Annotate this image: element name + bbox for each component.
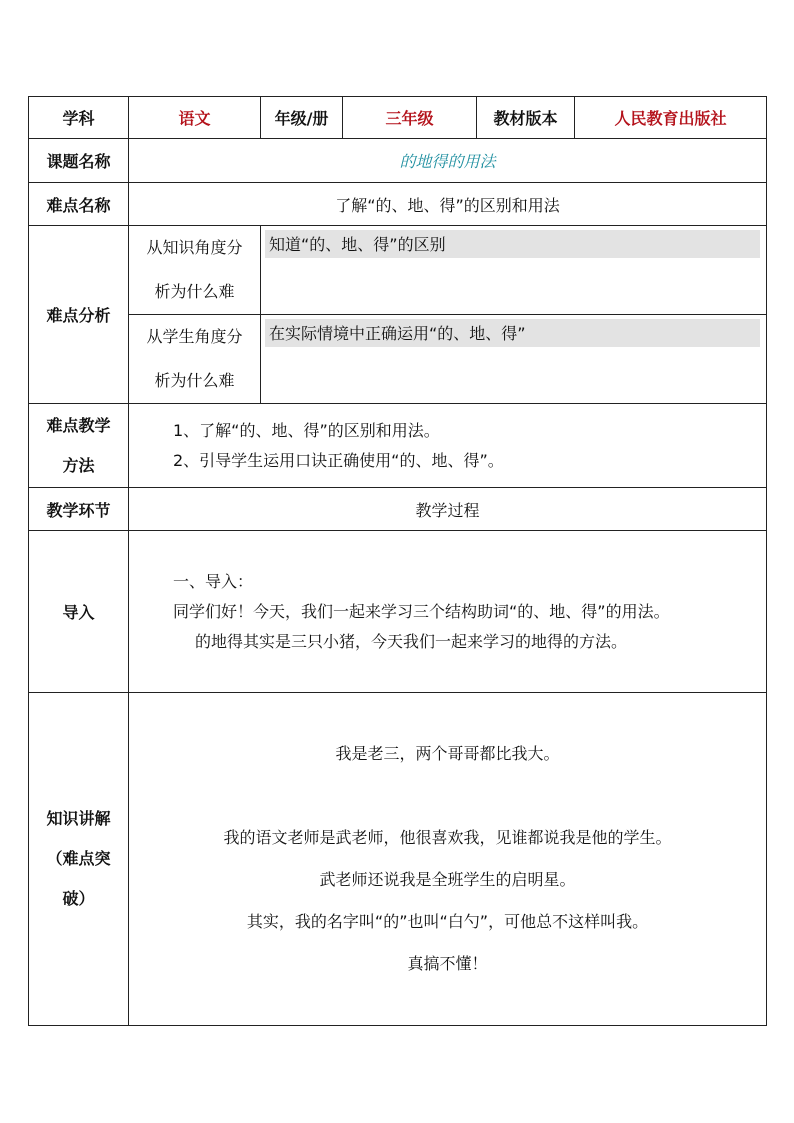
subject-label: 学科 (29, 97, 129, 139)
student-angle-line-2: 析为什么难 (154, 371, 235, 390)
student-angle-cell (261, 315, 767, 404)
knowledge-angle-cell (261, 226, 767, 315)
knowledge-angle-value: 知道“的、地、得”的区别 (265, 230, 760, 258)
difficulty-value: 了解“的、地、得”的区别和用法 (129, 183, 767, 226)
knowledge-label-line-3: 破） (62, 889, 95, 908)
story-paragraph: 真搞不懂！ (407, 954, 488, 973)
method-label-line-1: 难点教学 (46, 415, 111, 435)
knowledge-label (29, 693, 129, 1026)
method-row (29, 404, 767, 488)
method-item: 1、了解“的、地、得”的区别和用法。 (173, 420, 440, 440)
intro-heading: 一、导入： (173, 571, 254, 591)
analysis-knowledge-row (29, 226, 767, 315)
knowledge-label-line-2: （难点突 (46, 849, 111, 868)
grade-label: 年级/册 (261, 97, 343, 139)
difficulty-label: 难点名称 (29, 183, 129, 226)
analysis-student-row (29, 315, 767, 404)
knowledge-row (29, 693, 767, 1026)
lesson-plan-table (28, 96, 767, 1026)
subject-value: 语文 (129, 97, 261, 139)
story-paragraph: 其实，我的名字叫“的”也叫“白勺”，可他总不这样叫我。 (246, 912, 649, 931)
story-paragraph: 我的语文老师是武老师，他很喜欢我，见谁都说我是他的学生。 (223, 828, 672, 847)
intro-row (29, 531, 767, 693)
knowledge-angle-label (129, 226, 261, 315)
topic-value: 的地得的用法 (129, 139, 767, 183)
header-row (29, 97, 767, 139)
method-label-line-2: 方法 (62, 455, 95, 475)
process-label: 教学环节 (29, 488, 129, 531)
student-angle-line-1: 从学生角度分 (146, 327, 243, 346)
method-content (129, 404, 767, 488)
knowledge-label-line-1: 知识讲解 (46, 809, 111, 828)
process-value: 教学过程 (129, 488, 767, 531)
student-angle-label (129, 315, 261, 404)
analysis-label: 难点分析 (29, 226, 129, 404)
intro-content (129, 531, 767, 693)
process-header-row (29, 488, 767, 531)
edition-value: 人民教育出版社 (575, 97, 767, 139)
story-paragraph: 武老师还说我是全班学生的启明星。 (319, 870, 576, 889)
intro-label: 导入 (29, 531, 129, 693)
intro-line-2: 的地得其实是三只小猪，今天我们一起来学习的地得的方法。 (195, 631, 628, 651)
knowledge-angle-line-2: 析为什么难 (154, 282, 235, 301)
intro-line-1: 同学们好！今天，我们一起来学习三个结构助词“的、地、得”的用法。 (173, 601, 670, 621)
story-paragraph: 我是老三，两个哥哥都比我大。 (335, 744, 560, 763)
method-item: 2、引导学生运用口诀正确使用“的、地、得”。 (173, 450, 504, 470)
method-label (29, 404, 129, 488)
topic-row (29, 139, 767, 183)
topic-label: 课题名称 (29, 139, 129, 183)
knowledge-content (129, 693, 767, 1026)
edition-label: 教材版本 (477, 97, 575, 139)
difficulty-row (29, 183, 767, 226)
grade-value: 三年级 (343, 97, 477, 139)
student-angle-value: 在实际情境中正确运用“的、地、得” (265, 319, 760, 347)
knowledge-angle-line-1: 从知识角度分 (146, 238, 243, 257)
